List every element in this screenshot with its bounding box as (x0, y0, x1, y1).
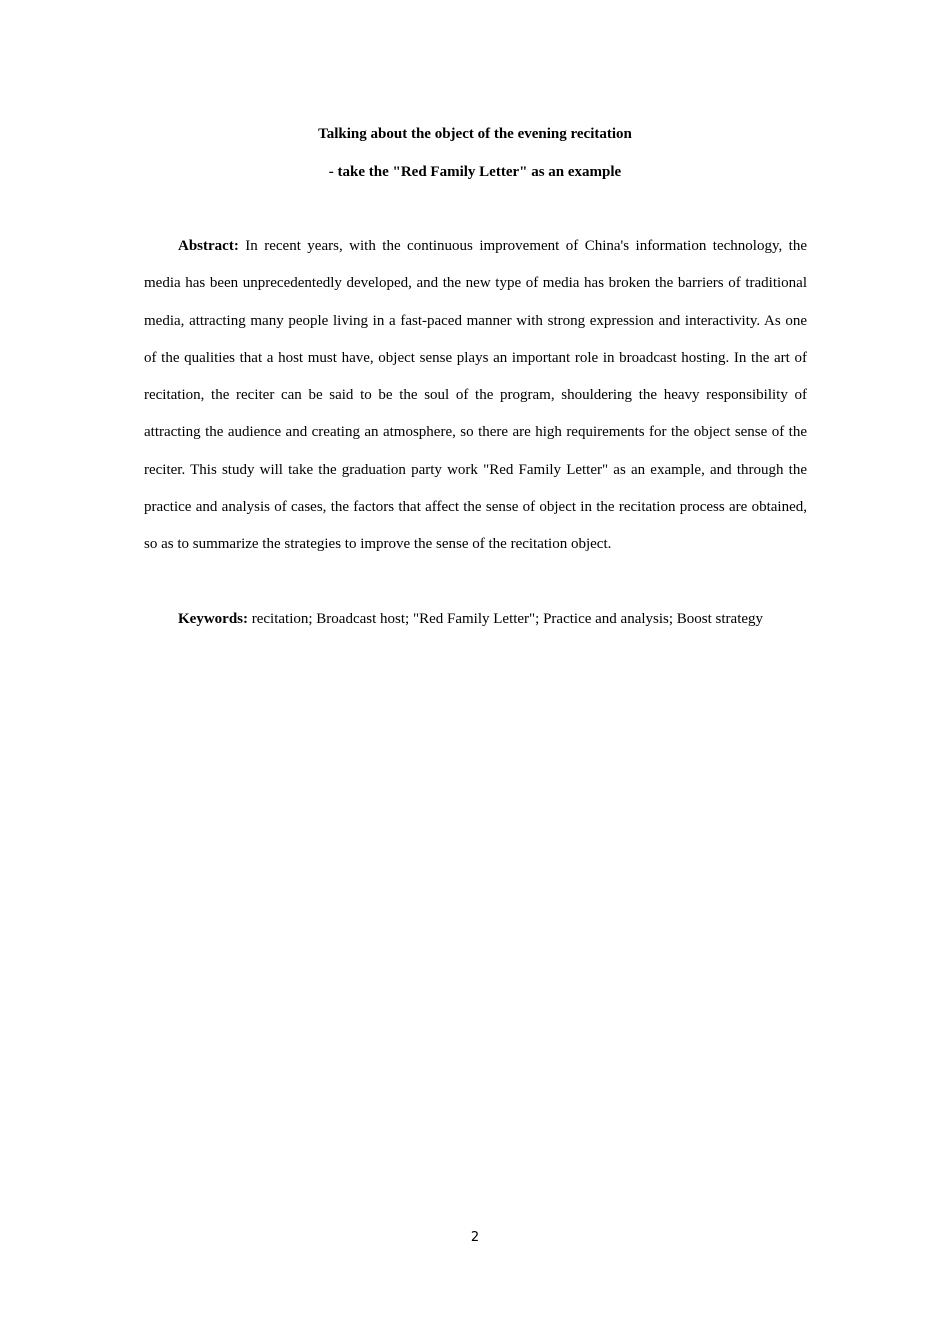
abstract-label: Abstract: (178, 238, 239, 254)
document-subtitle: - take the "Red Family Letter" as an example (328, 164, 622, 180)
keywords-paragraph (144, 601, 807, 638)
keywords-text: recitation; Broadcast host; "Red Family Letter"; Practice and analysis; Boost strategy (251, 611, 764, 627)
page-number: 2 (470, 1230, 480, 1245)
document-title: Talking about the object of the evening recitation (318, 126, 632, 142)
keywords-section (144, 601, 807, 638)
abstract-section (144, 228, 807, 564)
abstract-paragraph (144, 228, 807, 564)
abstract-text: In recent years, with the continuous improvement of China's information technology, the media has been unprecedentedly developed, and the new type of media has broken the barriers of traditional media, attracting many people living in a fast-paced manner with strong expression and interactivity. As one of the qualities that a host must have, object sense plays an important role in broadcast hosting. In the art of recitation, the reciter can be said to be the soul of the program, shouldering the heavy responsibility of attracting the audience and creating an atmosphere, so there are high requirements for the object sense of the reciter. This study will take the graduation party work "Red Family Letter" as an example, and through the practice and analysis of cases, the factors that affect the sense of object in the recitation process are obtained, so as to summarize the strategies to improve the sense of the recitation object. (144, 238, 807, 553)
keywords-label: Keywords: (178, 611, 248, 627)
